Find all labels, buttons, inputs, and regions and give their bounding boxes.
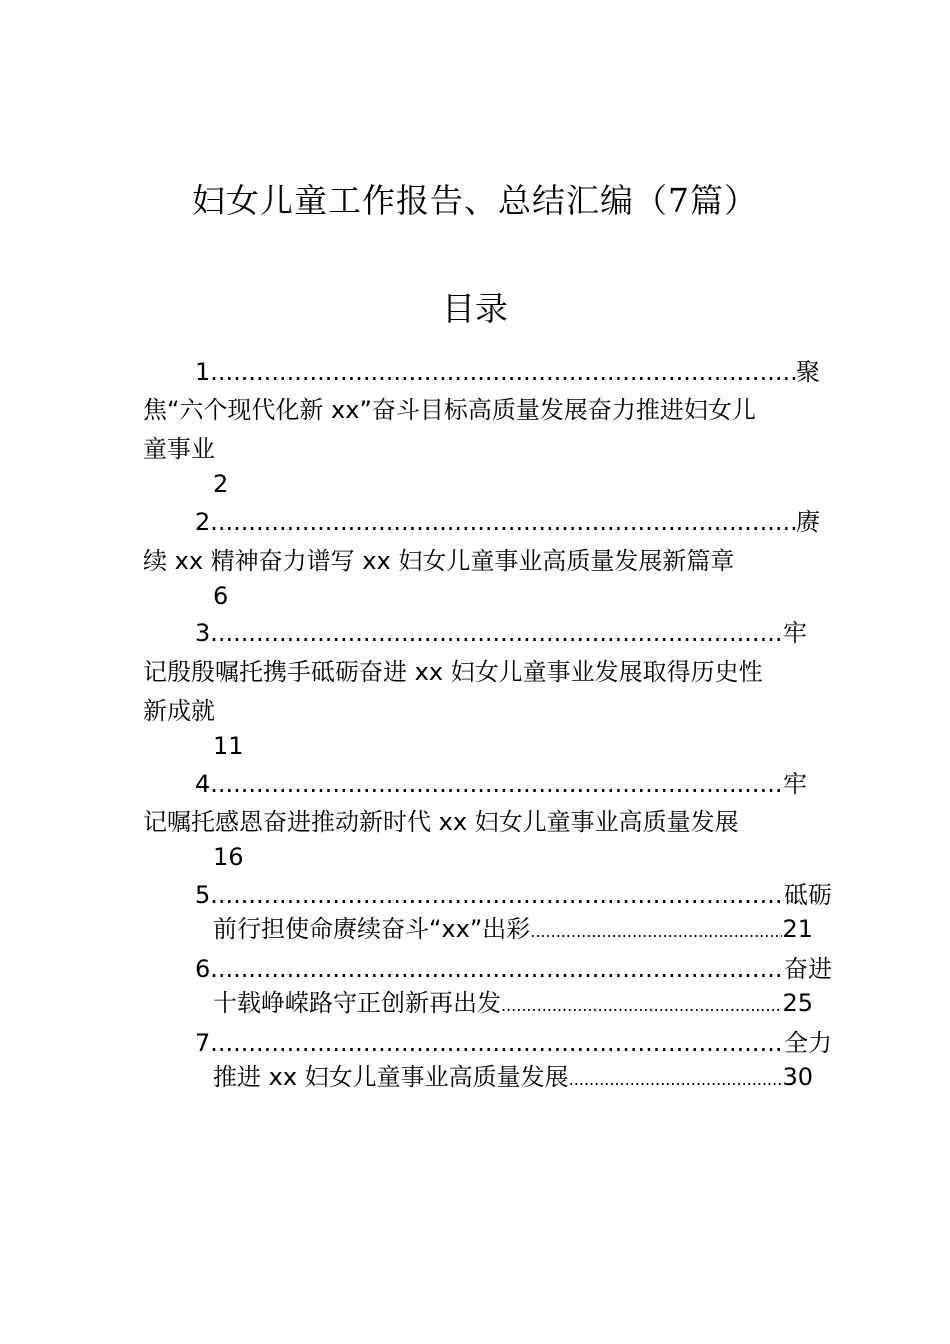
toc-entry-3-text: 新成就 <box>143 697 215 725</box>
leader-dots <box>210 767 783 801</box>
toc-entry-lead: 牢 <box>783 619 807 647</box>
toc-entry-number: 4 <box>195 770 211 798</box>
toc-entry-number: 2 <box>195 508 211 536</box>
toc-entry-3-page: 11 <box>213 732 244 760</box>
toc-entry-5-page: 21 <box>782 915 813 943</box>
toc-entry-6-text: 十载峥嵘路守正创新再出发 <box>213 989 501 1017</box>
toc-entry-lead: 砥砺 <box>784 881 832 909</box>
toc-entry-number: 6 <box>195 955 211 983</box>
toc-entry-2-page: 6 <box>213 582 229 610</box>
document-title: 妇女儿童工作报告、总结汇编（7篇） <box>192 181 758 220</box>
leader-dots <box>210 878 784 912</box>
toc-entry-2-line[interactable] <box>195 505 820 539</box>
toc-entry-4-page: 16 <box>213 843 244 871</box>
toc-entry-1-page: 2 <box>213 470 229 498</box>
toc-entry-7-line[interactable] <box>195 1026 832 1060</box>
toc-entry-number: 1 <box>195 358 211 386</box>
toc-heading: 目录 <box>442 289 508 328</box>
toc-entry-7-text: 推进 xx 妇女儿童事业高质量发展 <box>213 1063 569 1091</box>
leader-dots <box>569 1063 783 1097</box>
toc-entry-number: 7 <box>195 1029 211 1057</box>
leader-dots <box>530 915 782 949</box>
toc-entry-5-text: 前行担使命赓续奋斗“xx”出彩 <box>213 915 531 943</box>
toc-entry-lead: 全力 <box>784 1029 832 1057</box>
leader-dots <box>501 989 782 1023</box>
toc-entry-lead: 聚 <box>796 358 820 386</box>
toc-entry-number: 3 <box>195 619 211 647</box>
toc-entry-7-page: 30 <box>782 1063 813 1091</box>
toc-entry-1-line[interactable] <box>195 355 820 389</box>
leader-dots <box>210 355 796 389</box>
leader-dots <box>210 505 796 539</box>
toc-entry-5-line[interactable] <box>195 878 832 912</box>
toc-entry-5-text-line[interactable] <box>213 912 813 949</box>
toc-entry-1-text: 焦“六个现代化新 xx”奋斗目标高质量发展奋力推进妇女儿 <box>143 396 756 424</box>
toc-entry-number: 5 <box>195 881 211 909</box>
toc-entry-4-text: 记嘱托感恩奋进推动新时代 xx 妇女儿童事业高质量发展 <box>143 808 739 836</box>
toc-entry-1-text: 童事业 <box>143 435 215 463</box>
leader-dots <box>210 952 784 986</box>
toc-entry-2-text: 续 xx 精神奋力谱写 xx 妇女儿童事业高质量发展新篇章 <box>143 547 735 575</box>
toc-entry-6-page: 25 <box>782 989 813 1017</box>
toc-entry-3-text: 记殷殷嘱托携手砥砺奋进 xx 妇女儿童事业发展取得历史性 <box>143 658 763 686</box>
leader-dots <box>210 1026 784 1060</box>
toc-entry-6-text-line[interactable] <box>213 986 813 1023</box>
toc-entry-lead: 奋进 <box>784 955 832 983</box>
toc-entry-7-text-line[interactable] <box>213 1060 813 1097</box>
toc-entry-6-line[interactable] <box>195 952 832 986</box>
toc-entry-4-line[interactable] <box>195 767 807 801</box>
toc-entry-lead: 牢 <box>783 770 807 798</box>
toc-entry-lead: 赓 <box>796 508 820 536</box>
toc-entry-3-line[interactable] <box>195 616 807 650</box>
leader-dots <box>210 616 783 650</box>
